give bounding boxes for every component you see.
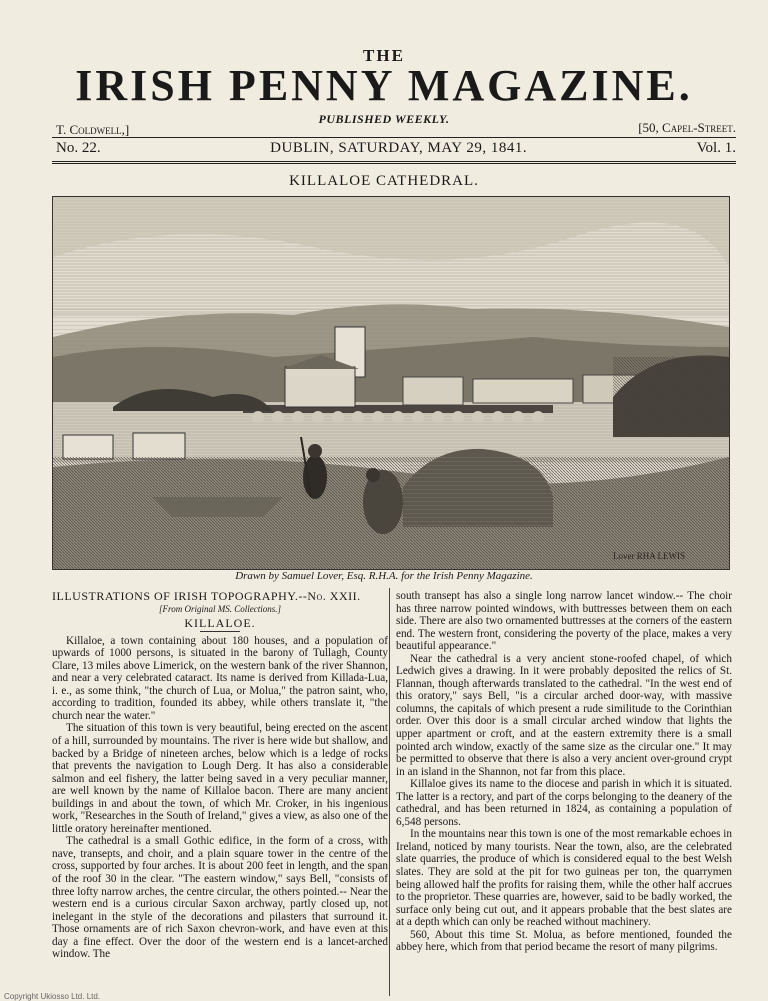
paragraph: In the mountains near this town is one of the most remarkable echoes in Ireland, noticed by many tourists. Near the town, also, are the celebrated slate quarries, the produce of which is considered equal to the best Welsh slates. They are sold at the pit for two guineas per ton, the quarrymen being allowed half the profits for raising them, while the other half accrues to the proprietor. These quarries are, however, said to be badly worked, the surface only being cut out, and it appears probable that the best slates are at a depth which can only be reached without machinery. bbox=[396, 828, 732, 929]
paragraph: The situation of this town is very beautiful, being erected on the ascent of a hill, surrounded by mountains. The river is here wide but shallow, and backed by a Bridge of nineteen arches, below which is a ledge of rocks that prevents the navigation to Lough Derg. It has also a considerable salmon and eel fishery, the latter being saved in a very peculiar manner, are well known by the name of Killaloe bacon. There are many ancient buildings in and about the town, of which Mr. Croker, in his ingenious work, "Researches in the South of Ireland," gives a view, as also one of the little oratory hereinafter mentioned. bbox=[52, 722, 388, 835]
issue-number: No. 22. bbox=[56, 140, 101, 156]
paragraph: Near the cathedral is a very ancient stone-roofed chapel, of which Ledwich gives a drawing. In it were probably deposited the relics of St. Flannan, though afterwards translated to the cathedral. "In the west end of this oratory," says Bell, "is a circular arched door-way, with massive columns, the capitals of which present a rude similitude to the Corinthian order. Over this door is a small circular arched window that lights the upper apartment or croft, and at the eastern extremity there is a small pointed arch window, exactly of the same size as the circular one." It may be permitted to observe that there is also a very ancient over-ground crypt in an island in the Shannon, not far from this place. bbox=[396, 652, 732, 778]
publisher-address: [50, Capel-Street. bbox=[638, 120, 736, 135]
cathedral-nave bbox=[285, 367, 355, 407]
paragraph: south transept has also a single long narrow lancet window.-- The choir has three narrow pointed windows, with buttresses between them on each side. There are also two ornamented buttresses at the corners of the eastern end. The western front, considering the poverty of the place, makes a very beautiful appearance." bbox=[396, 590, 732, 653]
column-divider bbox=[389, 588, 390, 996]
boat bbox=[153, 497, 283, 517]
published-weekly: PUBLISHED WEEKLY. bbox=[318, 112, 450, 126]
bridge-arches bbox=[252, 411, 544, 423]
header-rule-bottom bbox=[52, 161, 736, 164]
engraving-signature: Lover RHA LEWIS bbox=[613, 551, 685, 561]
paragraph: Killaloe gives its name to the diocese and parish in which it is situated. The latter is a rectory, and part of the corps belonging to the deanery of the cathedral, and has been returned in 1824, as containing a population of 6,548 persons. bbox=[396, 778, 732, 828]
copyright-notice: Copyright Ukiosso Ltd. Ltd. bbox=[4, 992, 101, 1001]
engraving-illustration bbox=[52, 196, 730, 570]
dateline bbox=[56, 140, 736, 157]
volume-number: Vol. 1. bbox=[696, 140, 736, 156]
article-title: KILLALOE CATHEDRAL. bbox=[289, 173, 479, 189]
engraving-caption: Drawn by Samuel Lover, Esq. R.H.A. for the Irish Penny Magazine. bbox=[235, 570, 533, 582]
paragraph: 560, About this time St. Molua, as before mentioned, founded the abbey here, which from that period became the resort of many pilgrims. bbox=[396, 928, 732, 954]
section-header: ILLUSTRATIONS OF IRISH TOPOGRAPHY.--No. XXII. bbox=[52, 589, 361, 603]
cottage-left bbox=[63, 435, 113, 459]
left-column bbox=[52, 590, 388, 961]
publisher-name: T. Coldwell,] bbox=[56, 122, 130, 137]
masthead-title: IRISH PENNY MAGAZINE. bbox=[75, 61, 693, 110]
title-rule bbox=[200, 631, 240, 632]
header-rule-top bbox=[52, 137, 736, 138]
right-column bbox=[396, 590, 732, 954]
paragraph: Killaloe, a town containing about 180 houses, and a population of upwards of 1000 persons, is situated in the barony of Tullagh, County Clare, 13 miles above Limerick, on the western bank of the river Shannon, and near a very celebrated cataract. Its name is derived from Killada-Lua, i. e., as some think, "the church of Lua, or Molua," the patron saint, who, according to tradition, founded its abbey, while others translate it, "the church near the water." bbox=[52, 634, 388, 722]
section-subheader: [From Original MS. Collections.] bbox=[159, 603, 281, 614]
masthead-the: THE bbox=[363, 46, 405, 65]
section-title: KILLALOE. bbox=[184, 616, 256, 631]
paragraph: The cathedral is a small Gothic edifice, in the form of a cross, with nave, transepts, and choir, and a plain square tower in the centre of the cross, supported by four arches. It is about 200 feet in length, and the span of the roof 30 in the clear. "The eastern window," says Bell, "consists of three lofty narrow arches, the centre circular, the others pointed.-- Near the western end is a curious circular Saxon archway, partly closed up, not inelegant in the style of the decorations and pilasters that surround it. Those ornaments are of rich Saxon chevron-work, and have even at this day a fine effect. Over the door of the western end is a lancet-arched window. The bbox=[52, 835, 388, 961]
issue-date: DUBLIN, SATURDAY, MAY 29, 1841. bbox=[270, 140, 528, 156]
